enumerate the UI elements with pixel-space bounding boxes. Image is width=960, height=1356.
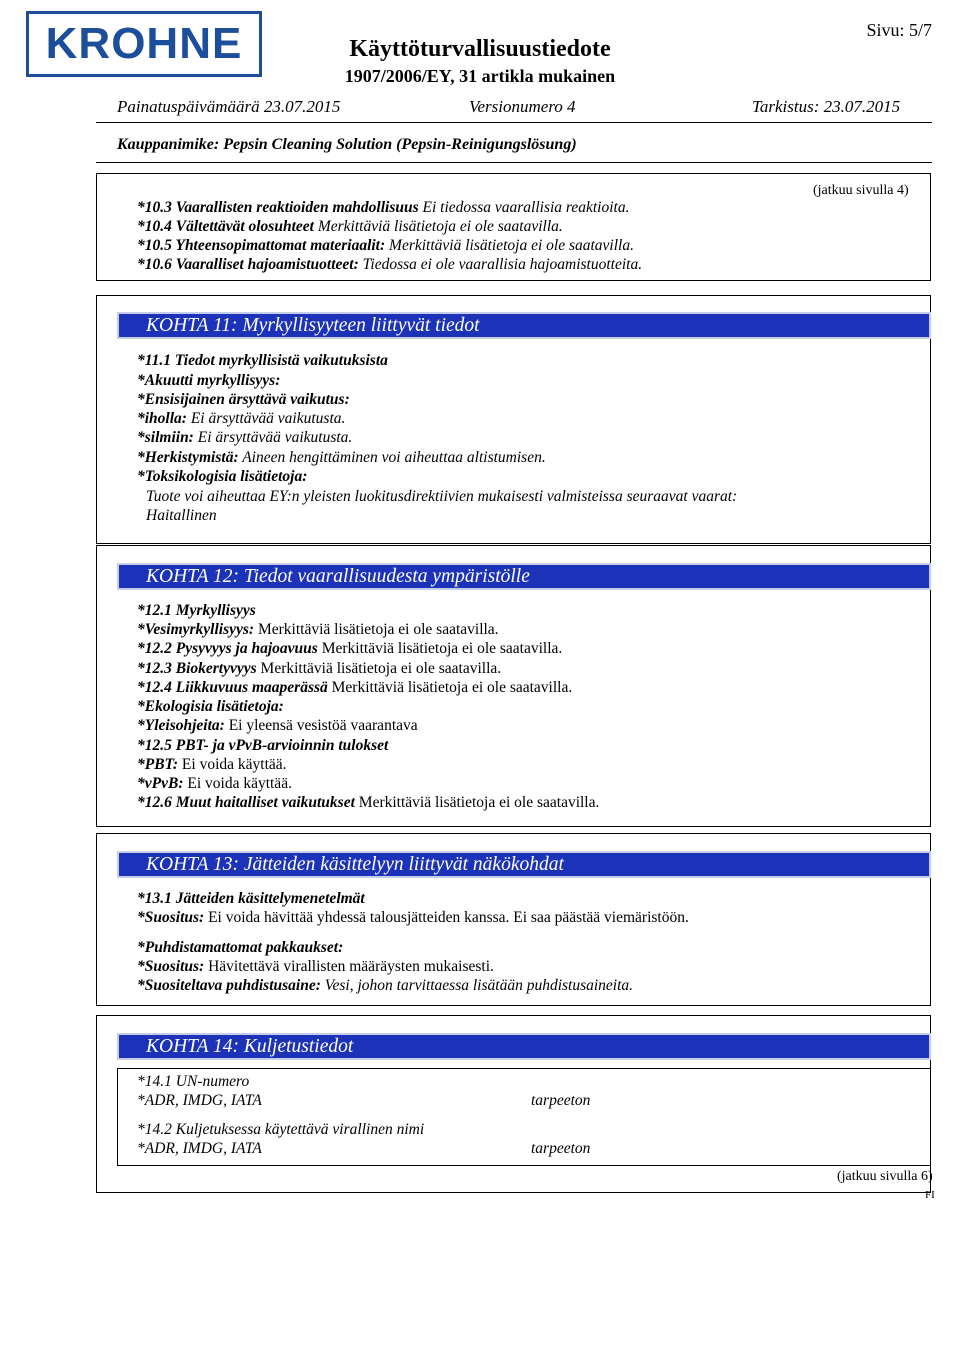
section-13-header [117,851,931,878]
line-14-2: *14.2 Kuljetuksessa käytettävä virallinen nimi [137,1121,425,1138]
line-cleaning-agent: *Suositeltava puhdistusaine: Vesi, johon tarvittaessa lisätään puhdistusaineita. [137,977,634,994]
line-skin: *iholla: Ei ärsyttävää vaikutusta. [137,410,346,427]
line-aquatic-toxicity: *Vesimyrkyllisyys: Merkittäviä lisätietoja ei ole saatavilla. [137,621,499,638]
section-12-title: KOHTA 12: Tiedot vaarallisuudesta ympäristölle [146,566,530,587]
line-10-3: *10.3 Vaarallisten reaktioiden mahdollisuus Ei tiedossa vaarallisia reaktioita. [137,199,630,216]
document-title: Käyttöturvallisuustiedote [349,36,611,62]
line-toxicological-info: *Toksikologisia lisätietoja: [137,468,308,485]
line-harmful: Haitallinen [146,507,217,524]
line-12-3: *12.3 Biokertyvyys Merkittäviä lisätietoja ei ole saatavilla. [137,660,502,677]
line-hazard-statement: Tuote voi aiheuttaa EY:n yleisten luokitusdirektiivien mukaisesti valmisteissa seuraavat vaarat: [146,488,738,505]
shipping-name-value: tarpeeton [531,1140,591,1157]
line-12-1: *12.1 Myrkyllisyys [137,602,256,619]
line-12-4: *12.4 Liikkuvuus maaperässä Merkittäviä lisätietoja ei ole saatavilla. [137,679,573,696]
section-11-title: KOHTA 11: Myrkyllisyyteen liittyvät tiedot [146,315,480,336]
line-eyes: *silmiin: Ei ärsyttävää vaikutusta. [137,429,353,446]
line-adr-2: *ADR, IMDG, IATA [137,1140,262,1157]
section-14-header [117,1033,931,1060]
trade-divider [96,162,932,163]
line-10-5: *10.5 Yhteensopimattomat materiaalit: Merkittäviä lisätietoja ei ole saatavilla. [137,237,634,254]
continued-from-note: (jatkuu sivulla 4) [813,183,909,198]
line-acute-toxicity: *Akuutti myrkyllisyys: [137,372,281,389]
un-number-value: tarpeeton [531,1092,591,1109]
line-recommendation-1: *Suositus: Ei voida hävittää yhdessä talousjätteiden kanssa. Ei saa päästää viemäristöön. [137,909,689,926]
line-ecological-info: *Ekologisia lisätietoja: [137,698,284,715]
page-number: Sivu: 5/7 [866,20,932,40]
line-pbt: *PBT: Ei voida käyttää. [137,756,287,773]
line-12-6: *12.6 Muut haitalliset vaikutukset Merkittäviä lisätietoja ei ole saatavilla. [137,794,600,811]
line-sensitization: *Herkistymistä: Aineen hengittäminen voi aiheuttaa altistumisen. [137,449,546,466]
document-subtitle: 1907/2006/EY, 31 artikla mukainen [344,66,616,86]
line-10-6: *10.6 Vaaralliset hajoamistuotteet: Tiedossa ei ole vaarallisia hajoamistuotteita. [137,256,643,273]
line-recommendation-2: *Suositus: Hävitettävä virallisten määräysten mukaisesti. [137,958,494,975]
header-divider [96,122,932,123]
section-14-title: KOHTA 14: Kuljetustiedot [146,1036,354,1057]
line-uncleaned-packaging: *Puhdistamattomat pakkaukset: [137,939,344,956]
line-14-1: *14.1 UN-numero [137,1073,250,1090]
section-11-header [117,312,931,339]
line-12-2: *12.2 Pysyvyys ja hajoavuus Merkittäviä lisätietoja ei ole saatavilla. [137,640,563,657]
line-13-1: *13.1 Jätteiden käsittelymenetelmät [137,890,365,907]
line-primary-irritant: *Ensisijainen ärsyttävä vaikutus: [137,391,350,408]
continued-to-note: (jatkuu sivulla 6) [837,1169,933,1184]
revision-date: Tarkistus: 23.07.2015 [752,97,901,116]
trade-name: Kauppanimike: Pepsin Cleaning Solution (Pepsin-Reinigungslösung) [117,136,577,153]
line-10-4: *10.4 Vältettävät olosuhteet Merkittäviä lisätietoja ei ole saatavilla. [137,218,563,235]
line-adr-1: *ADR, IMDG, IATA [137,1092,262,1109]
logo-text: KROHNE [45,19,243,68]
version-number: Versionumero 4 [469,97,576,116]
section-12-header [117,563,931,590]
line-11-1: *11.1 Tiedot myrkyllisistä vaikutuksista [137,352,388,369]
section-13-title: KOHTA 13: Jätteiden käsittelyyn liittyvät näkökohdat [146,854,564,875]
line-vpvb: *vPvB: Ei voida käyttää. [137,775,292,792]
line-12-5: *12.5 PBT- ja vPvB-arvioinnin tulokset [137,737,389,754]
line-general-notes: *Yleisohjeita: Ei yleensä vesistöä vaarantava [137,717,418,734]
print-date: Painatuspäivämäärä 23.07.2015 [117,97,341,116]
language-code: FI [925,1189,935,1201]
